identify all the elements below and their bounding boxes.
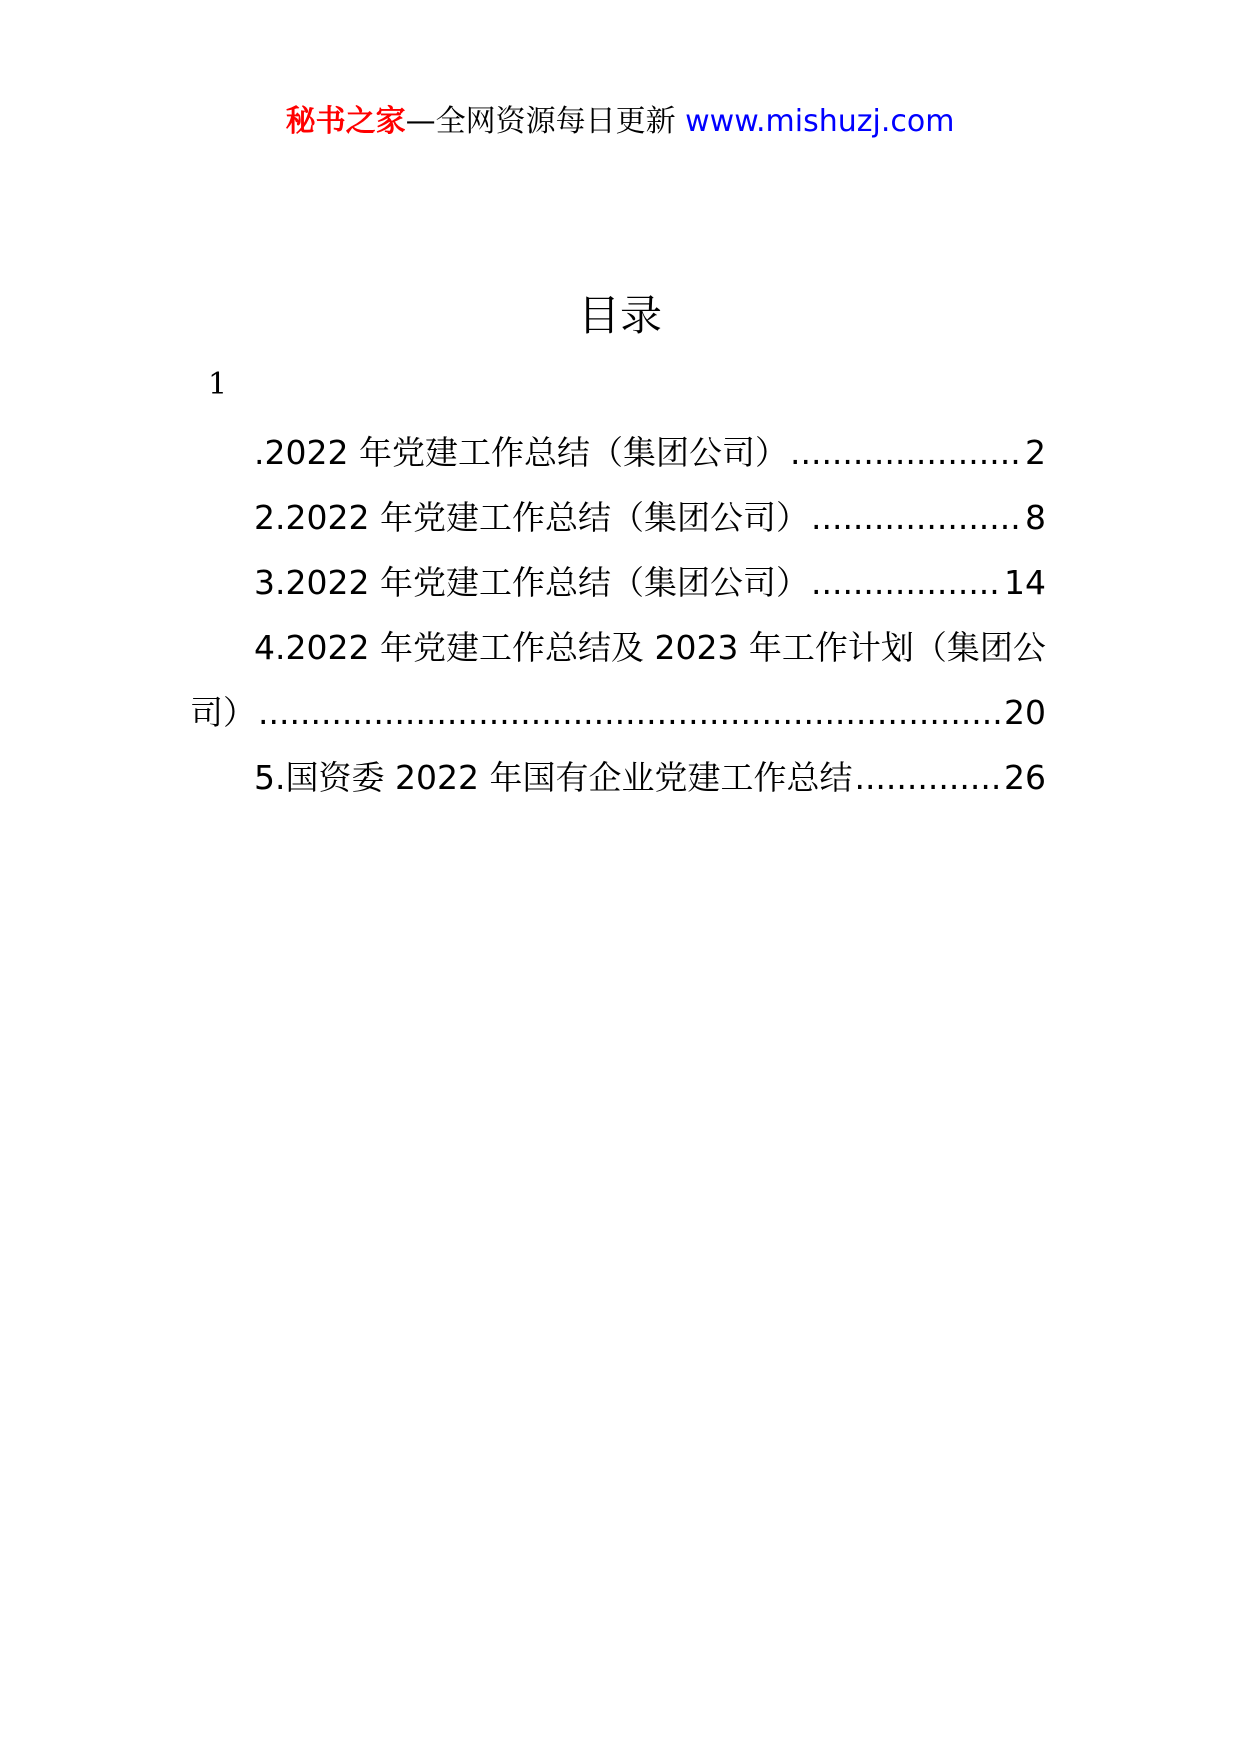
toc-entry-title: 4.2022 年党建工作总结及 2023 年工作计划（集团公 xyxy=(254,628,1046,667)
toc-entry-title: 2.2022 年党建工作总结（集团公司） xyxy=(254,498,809,537)
page-title: 目录 xyxy=(577,291,662,340)
toc-leader-dots xyxy=(854,745,1002,810)
toc-entry-title: 5.国资委 2022 年国有企业党建工作总结 xyxy=(254,758,853,797)
toc-entry-4-line-2[interactable] xyxy=(190,680,1046,745)
toc-entry-4-line-1[interactable] xyxy=(190,615,1046,680)
header-slogan: —全网资源每日更新 xyxy=(405,104,676,139)
toc-leader-dots xyxy=(790,420,1023,485)
brand-name: 秘书之家 xyxy=(285,104,406,139)
toc-leader-dots xyxy=(811,485,1023,550)
toc-entry-title: 3.2022 年党建工作总结（集团公司） xyxy=(254,563,809,602)
toc-entry-page: 14 xyxy=(1004,563,1046,602)
toc-entry-5[interactable] xyxy=(190,745,1046,810)
toc-entry-page: 8 xyxy=(1025,498,1046,537)
toc-entry-page: 2 xyxy=(1025,433,1046,472)
page-number: 1 xyxy=(208,367,228,402)
toc-entry-page: 26 xyxy=(1004,758,1046,797)
toc-entry-3[interactable] xyxy=(190,550,1046,615)
toc-entry-title: .2022 年党建工作总结（集团公司） xyxy=(254,433,788,472)
table-of-contents xyxy=(190,420,1046,810)
toc-entry-page: 20 xyxy=(1004,693,1046,732)
toc-entry-title-continued: 司） xyxy=(190,693,256,732)
site-header xyxy=(0,102,1240,142)
toc-entry-1[interactable] xyxy=(190,420,1046,485)
toc-leader-dots xyxy=(811,550,1002,615)
toc-entry-2[interactable] xyxy=(190,485,1046,550)
toc-leader-dots xyxy=(258,680,1002,745)
site-url-link[interactable]: www.mishuzj.com xyxy=(685,104,955,139)
